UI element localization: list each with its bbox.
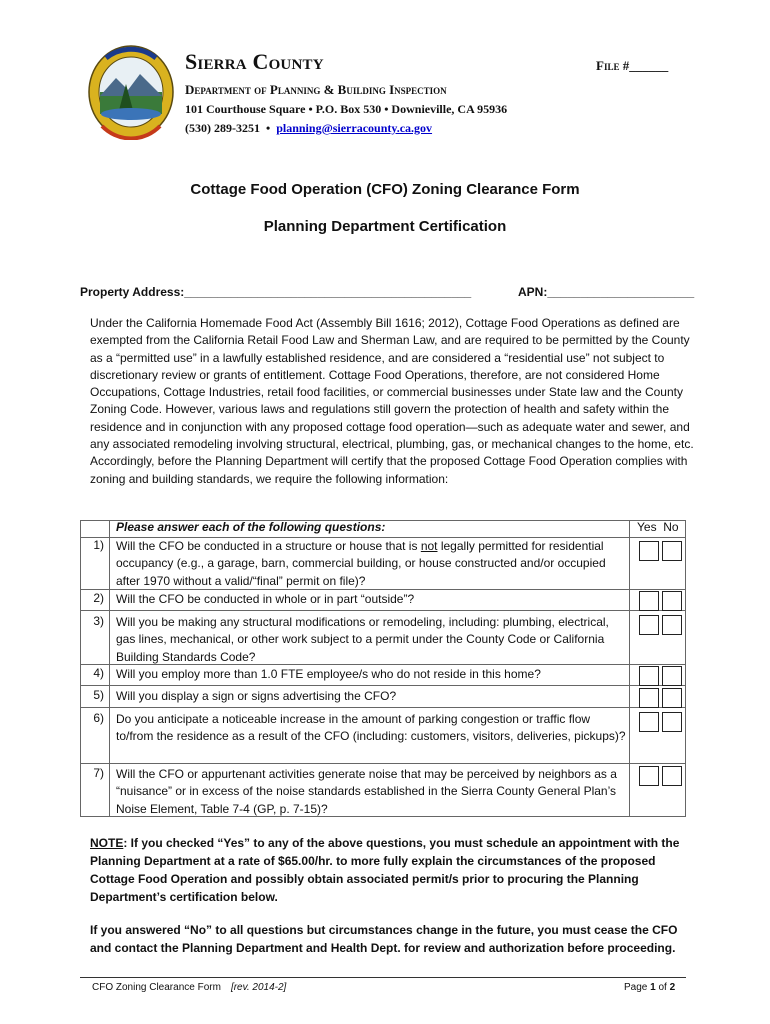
table-divider	[80, 763, 686, 764]
question-7-yes-checkbox[interactable]	[639, 766, 659, 786]
question-3-yes-checkbox[interactable]	[639, 615, 659, 635]
yes-no-header	[637, 520, 685, 534]
note-text: : If you checked “Yes” to any of the above questions, you must schedule an appointment with the Planning Department at a rate of $65.00/hr. to more fully explain the circumstances of the proposed Cottage Food Operation and possibly obtain associated permit/s prior to procuring the Planning Department’s certification below.	[90, 836, 680, 904]
question-number: 3)	[93, 614, 104, 628]
file-number-label: File #______	[596, 58, 669, 73]
intro-paragraph: Under the California Homemade Food Act (Assembly Bill 1616; 2012), Cottage Food Operations as defined are exempted from the California Retail Food Law and Sherman Law, and are required to be permitted by the County as a “permitted use” in a lawfully established residence, and are considered a “residential use” not subject to discretionary review or grants of entitlement. Cottage Food Operations, therefore, are not considered Home Occupations, Cottage Industries, retail food facilities, or commercial businesses under State law and the County Zoning Code. However, various laws and regulations still govern the protection of health and safety within the residence and in conjunction with any proposed cottage food operation—such as adequate water and sewer, and any associated remodeling involving structural, electrical, plumbing, gas, or mechanical changes to the home, etc. Accordingly, before the Planning Department will certify that the proposed Cottage Food Operation complies with zoning and building standards, we require the following information:	[90, 316, 694, 486]
question-number: 7)	[93, 766, 104, 780]
question-3-no-checkbox[interactable]	[662, 615, 682, 635]
question-text: Will you employ more than 1.0 FTE employee/s who do not reside in this home?	[116, 667, 541, 681]
question-text: Will the CFO be conducted in whole or in part “outside”?	[116, 592, 415, 606]
footer-divider	[80, 977, 686, 978]
note-label: NOTE	[90, 836, 124, 850]
contact-separator: •	[266, 121, 271, 135]
question-number: 4)	[93, 666, 104, 680]
questions-header: Please answer each of the following questions:	[116, 520, 386, 534]
yes-column-label: Yes	[637, 520, 657, 534]
contact-line	[185, 121, 432, 136]
form-title: Cottage Food Operation (CFO) Zoning Clearance Form	[190, 181, 580, 198]
page-number: Page 1 of 2	[624, 982, 676, 993]
property-address-field[interactable]: Property Address:___________________________________________	[80, 285, 472, 299]
question-5-no-checkbox[interactable]	[662, 688, 682, 708]
question-text: Will you display a sign or signs advertising the CFO?	[116, 689, 397, 703]
question-4-no-checkbox[interactable]	[662, 666, 682, 686]
question-1-no-checkbox[interactable]	[662, 541, 682, 561]
question-4-yes-checkbox[interactable]	[639, 666, 659, 686]
table-divider	[109, 520, 110, 817]
form-subtitle: Planning Department Certification	[263, 218, 507, 235]
question-7-no-checkbox[interactable]	[662, 766, 682, 786]
question-number: 6)	[93, 711, 104, 725]
appointment-note	[90, 834, 700, 906]
question-number: 5)	[93, 688, 104, 702]
footer-revision: [rev. 2014-2]	[230, 982, 287, 993]
question-5-yes-checkbox[interactable]	[639, 688, 659, 708]
county-seal-logo	[88, 44, 174, 140]
question-number: 2)	[93, 591, 104, 605]
no-column-label: No	[663, 520, 679, 534]
question-2-yes-checkbox[interactable]	[639, 591, 659, 611]
table-divider	[80, 707, 686, 708]
table-divider	[80, 685, 686, 686]
question-text: Will you be making any structural modifications or remodeling, including: plumbing, electrical, gas lines, mechanical, or other work subject to a permit under the County Code or California Building Standards Code?	[116, 615, 609, 664]
email-link[interactable]: planning@sierracounty.ca.gov	[276, 121, 433, 135]
table-divider	[80, 610, 686, 611]
closing-instruction: If you answered “No” to all questions but circumstances change in the future, you must cease the CFO and contact the Planning Department and Health Dept. for review and authorization before proceeding.	[90, 923, 678, 955]
question-1-yes-checkbox[interactable]	[639, 541, 659, 561]
apn-field[interactable]: APN:______________________	[518, 285, 695, 299]
department-name: Department of Planning & Building Inspection	[185, 82, 447, 97]
question-6-yes-checkbox[interactable]	[639, 712, 659, 732]
footer-form-name: CFO Zoning Clearance Form [rev. 2014-2]	[92, 982, 287, 993]
question-2-no-checkbox[interactable]	[662, 591, 682, 611]
department-address: 101 Courthouse Square • P.O. Box 530 • Downieville, CA 95936	[185, 102, 508, 116]
question-text: Will the CFO be conducted in a structure or house that is not legally permitted for residential occupancy (e.g., a garage, barn, commercial building, or house constructed and/or occupied after 1970 without a valid/“final” permit on file)?	[116, 539, 606, 588]
question-number: 1)	[93, 538, 104, 552]
table-divider	[629, 520, 630, 817]
question-text: Do you anticipate a noticeable increase in the amount of parking congestion or traffic flow to/from the residence as a result of the CFO (including: customers, visitors, deliveries, pickups)?	[116, 712, 626, 744]
question-text: Will the CFO or appurtenant activities generate noise that may be perceived by neighbors as a “nuisance” or in excess of the noise standards established in the Sierra County General Plan’s Noise Element, Table 7-4 (GP, p. 7-15)?	[116, 767, 617, 816]
phone-number: (530) 289-3251	[185, 121, 260, 135]
question-6-no-checkbox[interactable]	[662, 712, 682, 732]
county-name: Sierra County	[185, 49, 324, 74]
